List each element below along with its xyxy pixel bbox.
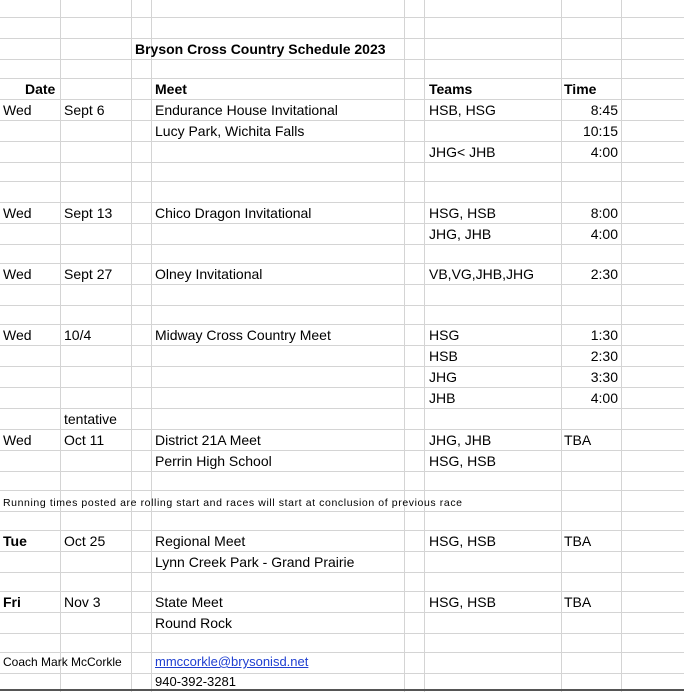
row-divider [0, 673, 684, 674]
time-cell: 4:00 [590, 226, 618, 242]
column-divider [131, 0, 132, 692]
column-divider [621, 0, 622, 692]
sheet-title: Bryson Cross Country Schedule 2023 [135, 41, 386, 57]
header-time: Time [564, 81, 597, 97]
meet-cell: District 21A Meet [155, 432, 261, 448]
meet-location-cell: Perrin High School [155, 453, 272, 469]
row-divider [0, 450, 684, 451]
day-cell: Wed [3, 266, 32, 282]
teams-cell: HSB, HSG [429, 102, 496, 118]
coach-name: Coach Mark McCorkle [3, 655, 122, 669]
row-divider [0, 612, 684, 613]
teams-cell: HSG, HSB [429, 205, 496, 221]
row-divider [0, 181, 684, 182]
meet-cell: Chico Dragon Invitational [155, 205, 312, 221]
meet-cell: Midway Cross Country Meet [155, 327, 331, 343]
header-meet: Meet [155, 81, 187, 97]
row-divider [0, 244, 684, 245]
sheet-bottom-border [0, 689, 684, 691]
time-cell: 8:00 [590, 205, 618, 221]
time-cell: 2:30 [590, 266, 618, 282]
teams-cell: HSB [429, 348, 458, 364]
teams-cell: HSG, HSB [429, 533, 496, 549]
meet-cell: Regional Meet [155, 533, 246, 549]
time-cell: TBA [564, 432, 592, 448]
date-cell: Oct 25 [64, 533, 106, 549]
day-cell: Wed [3, 327, 32, 343]
date-cell: Oct 11 [64, 432, 105, 448]
row-divider [0, 17, 684, 18]
date-cell: Sept 6 [64, 102, 105, 118]
row-divider [0, 162, 684, 163]
day-cell: Wed [3, 432, 32, 448]
day-cell: Wed [3, 205, 32, 221]
row-divider [0, 572, 684, 573]
teams-cell: JHG [429, 369, 457, 385]
teams-cell: JHG, JHB [429, 432, 492, 448]
row-divider [0, 490, 684, 491]
column-divider [424, 0, 425, 692]
time-cell: 8:45 [590, 102, 618, 118]
time-cell: 10:15 [582, 123, 618, 139]
date-cell: Sept 13 [64, 205, 113, 221]
time-cell: 3:30 [590, 369, 618, 385]
coach-phone: 940-392-3281 [155, 674, 236, 689]
day-cell: Fri [3, 594, 21, 610]
row-divider [0, 471, 684, 472]
day-cell: Tue [3, 533, 27, 549]
tentative-label: tentative [64, 411, 117, 427]
meet-cell: State Meet [155, 594, 223, 610]
time-cell: TBA [564, 594, 592, 610]
meet-cell: Endurance House Invitational [155, 102, 338, 118]
column-divider [151, 0, 152, 692]
date-cell: Nov 3 [64, 594, 101, 610]
time-cell: 4:00 [590, 390, 618, 406]
teams-cell: JHG, JHB [429, 226, 492, 242]
teams-cell: JHB [429, 390, 456, 406]
meet-location-cell: Round Rock [155, 615, 233, 631]
header-date: Date [25, 81, 56, 97]
meet-location-cell: Lucy Park, Wichita Falls [155, 123, 305, 139]
teams-cell: HSG [429, 327, 460, 343]
column-divider [60, 0, 61, 692]
meet-location-cell: Lynn Creek Park - Grand Prairie [155, 554, 355, 570]
teams-cell: JHG< JHB [429, 144, 496, 160]
date-cell: Sept 27 [64, 266, 113, 282]
time-cell: TBA [564, 533, 592, 549]
header-teams: Teams [429, 81, 473, 97]
date-cell: 10/4 [64, 327, 92, 343]
row-divider [0, 305, 684, 306]
time-cell: 1:30 [590, 327, 618, 343]
meet-cell: Olney Invitational [155, 266, 263, 282]
time-cell: 2:30 [590, 348, 618, 364]
teams-cell: VB,VG,JHB,JHG [429, 266, 535, 282]
row-divider [0, 284, 684, 285]
coach-email-link[interactable]: mmccorkle@brysonisd.net [155, 654, 309, 669]
time-cell: 4:00 [590, 144, 618, 160]
day-cell: Wed [3, 102, 32, 118]
row-divider [0, 633, 684, 634]
schedule-note: Running times posted are rolling start and races will start at conclusion of previous race [3, 497, 463, 509]
row-divider [0, 59, 684, 60]
column-divider [404, 0, 405, 692]
teams-cell: HSG, HSB [429, 453, 496, 469]
teams-cell: HSG, HSB [429, 594, 496, 610]
